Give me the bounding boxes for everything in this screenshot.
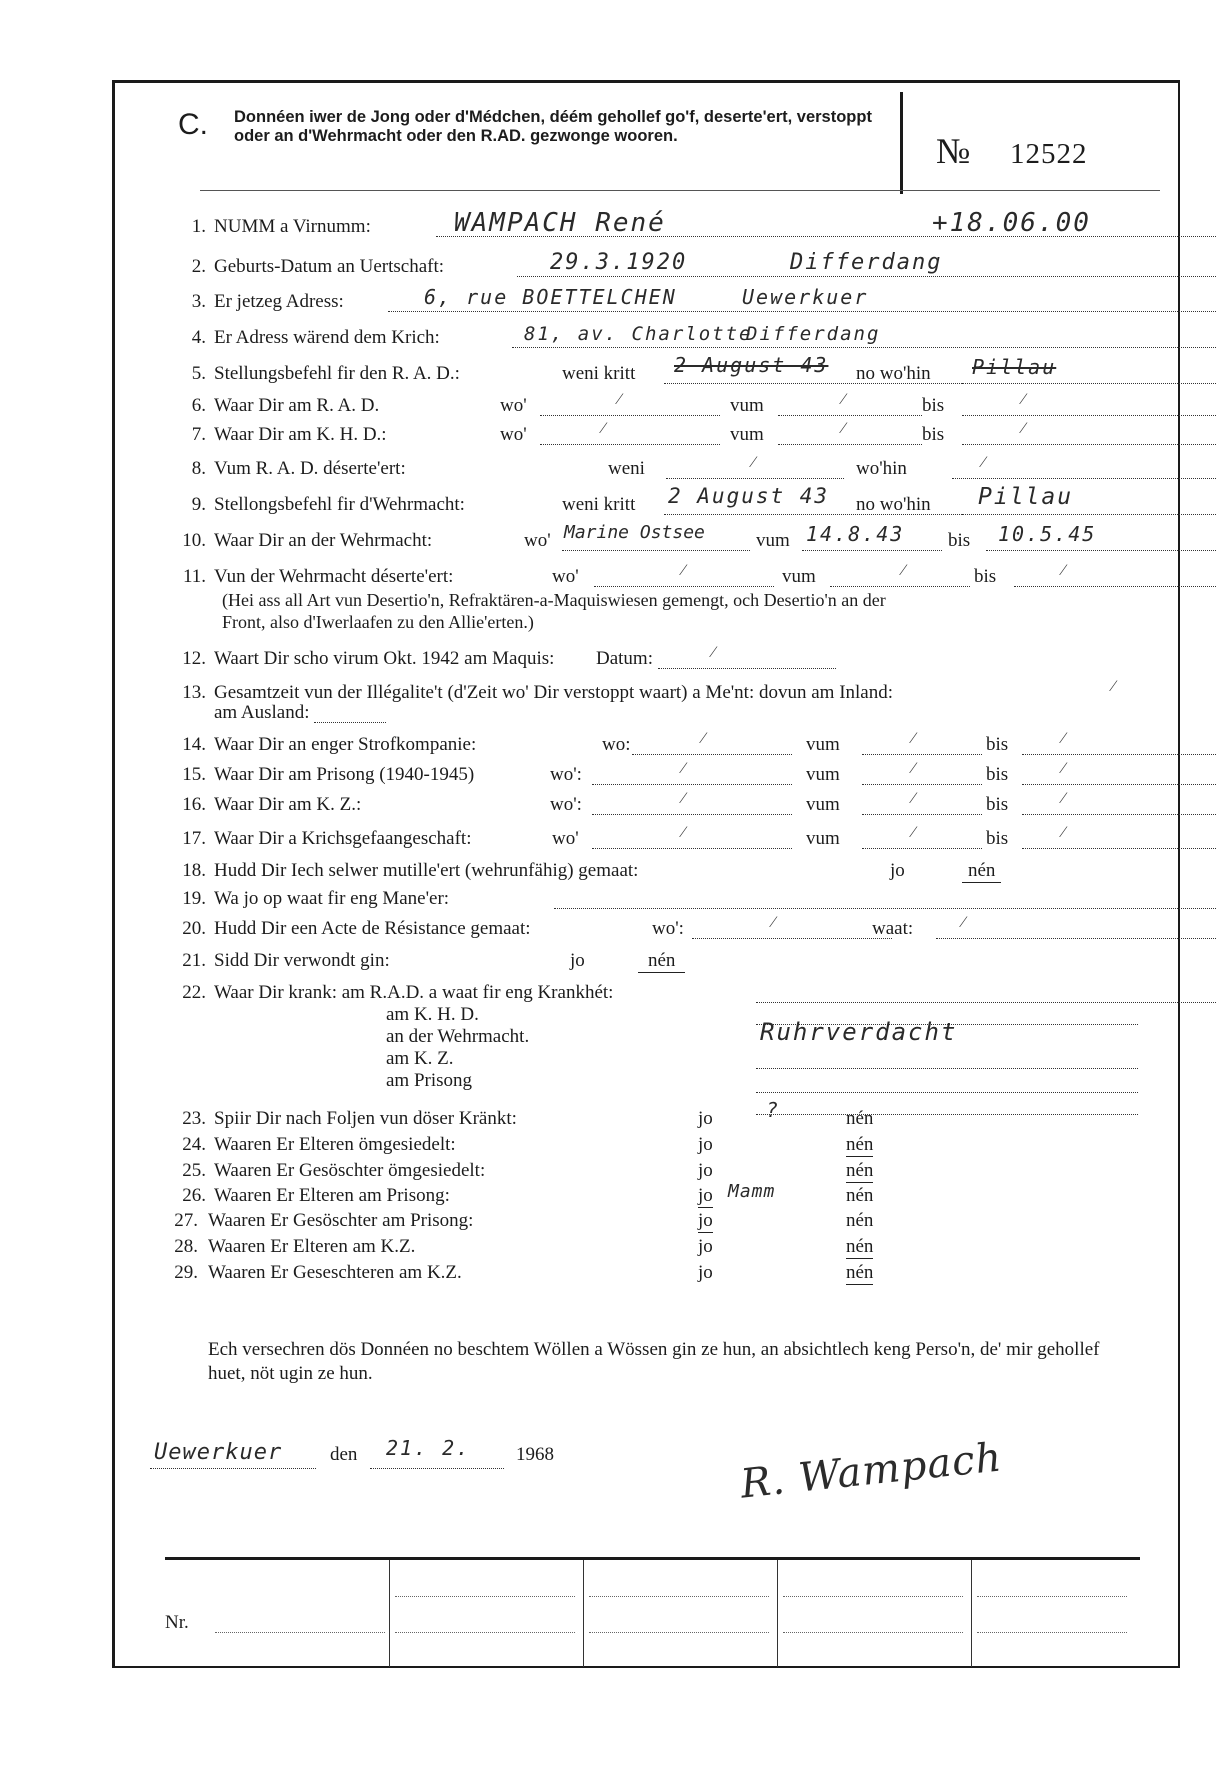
row-number: 29. bbox=[174, 1262, 198, 1283]
row-number: 25. bbox=[182, 1160, 206, 1181]
row-number: 1. bbox=[191, 216, 206, 237]
row-label: Geburts-Datum an Uertschaft: bbox=[214, 256, 445, 277]
row-number: 22. bbox=[182, 982, 206, 1003]
field-line bbox=[756, 1072, 1138, 1093]
header-divider bbox=[900, 92, 903, 194]
row-21 bbox=[162, 950, 1142, 974]
place-value: Uewerkuer bbox=[154, 1440, 283, 1465]
when-label: weni bbox=[608, 458, 645, 479]
field-line bbox=[830, 566, 970, 587]
row-number: 21. bbox=[182, 950, 206, 971]
yes-option: jo bbox=[698, 1236, 713, 1257]
field-line bbox=[936, 918, 1216, 939]
war-town-value: Differdang bbox=[746, 323, 881, 345]
dash-mark: ⁄ bbox=[912, 824, 915, 841]
field-line bbox=[862, 764, 982, 785]
field-line bbox=[756, 1048, 1138, 1069]
row-label: Er jetzeg Adress: bbox=[214, 291, 344, 312]
dash-mark: ⁄ bbox=[1022, 391, 1025, 408]
dash-mark: ⁄ bbox=[912, 760, 915, 777]
row-number: 2. bbox=[191, 256, 206, 277]
row-12 bbox=[162, 644, 1142, 672]
row-13-line-2 bbox=[162, 702, 1142, 726]
when-label: weni kritt bbox=[562, 494, 636, 515]
field-line bbox=[952, 458, 1216, 479]
death-date-value: +18.06.00 bbox=[932, 208, 1091, 238]
row-5 bbox=[162, 353, 1142, 387]
yes-option-selected: jo bbox=[698, 1210, 713, 1231]
row-label: Wa jo op waat fir eng Mane'er: bbox=[214, 888, 450, 909]
dash-mark: ⁄ bbox=[682, 760, 685, 777]
table-divider bbox=[777, 1560, 778, 1667]
nr-line bbox=[215, 1632, 385, 1633]
row-label: Waaren Er Geseschteren am K.Z. bbox=[208, 1262, 462, 1283]
dash-mark: ⁄ bbox=[682, 824, 685, 841]
header-underline bbox=[200, 190, 1160, 191]
dash-mark: ⁄ bbox=[712, 644, 715, 661]
row-number: 6. bbox=[191, 395, 206, 416]
yes-option-selected: jo bbox=[698, 1185, 713, 1206]
table-divider bbox=[583, 1560, 584, 1667]
row-number: 12. bbox=[182, 648, 206, 669]
row-label: Hudd Dir een Acte de Résistance gemaat: bbox=[214, 918, 531, 939]
no-option-selected: nén bbox=[846, 1160, 874, 1181]
field-line bbox=[862, 734, 982, 755]
declaration-text: Ech versechren dös Donnéen no beschtem Wöllen a Wössen gin ze hun, an absichtlech keng Perso'n, de' mir gehollef huet, nöt ugin ze hun. bbox=[208, 1339, 1100, 1384]
dash-mark: ⁄ bbox=[1062, 730, 1065, 747]
field-line bbox=[632, 734, 792, 755]
to-label: bis bbox=[986, 828, 1009, 849]
row-label: Stellongsbefehl fir d'Wehrmacht: bbox=[214, 494, 465, 515]
field-line bbox=[1022, 764, 1216, 785]
field-line bbox=[756, 982, 1216, 1003]
yes-option: jo bbox=[698, 1108, 713, 1129]
row-2 bbox=[162, 250, 1142, 280]
row-number: 16. bbox=[182, 794, 206, 815]
yes-option: jo bbox=[698, 1134, 713, 1155]
from-label: vum bbox=[806, 828, 840, 849]
row-label: Waar Dir krank: am R.A.D. a waat fir eng Krankhét: bbox=[214, 982, 614, 1003]
no-option-selected: nén bbox=[962, 860, 1001, 883]
dash-mark: ⁄ bbox=[772, 914, 775, 931]
field-line bbox=[962, 395, 1216, 416]
office-table bbox=[165, 1557, 1140, 1670]
illness-value: Ruhrverdacht bbox=[760, 1018, 958, 1046]
row-label: Hudd Dir Iech selwer mutille'ert (wehrunfähig) gemaat: bbox=[214, 860, 639, 881]
row-7 bbox=[162, 420, 1142, 448]
no-option-selected: nén bbox=[846, 1262, 874, 1283]
illness-sub-4: am Prisong bbox=[386, 1070, 473, 1091]
row-number: 14. bbox=[182, 734, 206, 755]
row-18 bbox=[162, 860, 1142, 884]
dash-mark: ⁄ bbox=[902, 562, 905, 579]
row-1 bbox=[162, 208, 1142, 240]
to-label: bis bbox=[922, 395, 945, 416]
dash-mark: ⁄ bbox=[1062, 562, 1065, 579]
where-label: no wo'hin bbox=[856, 494, 931, 515]
where-label: wo' bbox=[524, 530, 551, 551]
from-label: vum bbox=[730, 424, 764, 445]
row-number: 17. bbox=[182, 828, 206, 849]
row-10 bbox=[162, 522, 1142, 554]
section-title: Donnéen iwer de Jong oder d'Médchen, déém gehollef go'f, deserte'ert, verstoppt oder an d'Wehrmacht oder den R.AD. gezwonge wooren. bbox=[234, 108, 872, 145]
current-address-value: 6, rue BOETTELCHEN bbox=[424, 285, 677, 309]
name-value: WAMPACH René bbox=[454, 208, 666, 238]
table-line bbox=[783, 1596, 963, 1597]
field-line bbox=[862, 794, 982, 815]
table-line bbox=[977, 1596, 1127, 1597]
row-label: Waar Dir a Krichsgefaangeschaft: bbox=[214, 828, 472, 849]
row-number: 7. bbox=[191, 424, 206, 445]
field-line bbox=[554, 888, 1216, 909]
what-label: waat: bbox=[872, 918, 914, 939]
row-number: 28. bbox=[174, 1236, 198, 1257]
row-label: Waar Dir an der Wehrmacht: bbox=[214, 530, 433, 551]
from-label: vum bbox=[806, 764, 840, 785]
date-label: Datum: bbox=[596, 648, 653, 669]
row-number: 9. bbox=[191, 494, 206, 515]
field-line bbox=[1022, 794, 1216, 815]
illness-sub-2: an der Wehrmacht. bbox=[386, 1026, 530, 1047]
birth-place-value: Differdang bbox=[790, 250, 943, 275]
yes-option: jo bbox=[570, 950, 585, 971]
row-number: 13. bbox=[182, 682, 206, 703]
row-27 bbox=[162, 1210, 1142, 1234]
row-6 bbox=[162, 391, 1142, 419]
field-line bbox=[1014, 566, 1216, 587]
field-line bbox=[778, 395, 922, 416]
field-line bbox=[658, 648, 836, 669]
from-label: vum bbox=[756, 530, 790, 551]
where-label: wo'hin bbox=[856, 458, 907, 479]
wehrmacht-order-date: 2 August 43 bbox=[668, 484, 830, 508]
from-label: vum bbox=[806, 794, 840, 815]
dash-mark: ⁄ bbox=[912, 790, 915, 807]
from-label: vum bbox=[730, 395, 764, 416]
to-label: bis bbox=[974, 566, 997, 587]
dash-mark: ⁄ bbox=[842, 420, 845, 437]
row-3 bbox=[162, 285, 1142, 315]
row-20 bbox=[162, 914, 1142, 942]
row-label: Waaren Er Elteren am Prisong: bbox=[214, 1185, 450, 1206]
year-label: 1968 bbox=[516, 1444, 554, 1465]
table-line bbox=[977, 1632, 1127, 1633]
when-label: weni kritt bbox=[562, 363, 636, 384]
number-symbol: № bbox=[936, 131, 971, 171]
field-line bbox=[314, 702, 386, 723]
wehrmacht-from: 14.8.43 bbox=[806, 522, 905, 546]
row-label: NUMM a Virnumm: bbox=[214, 216, 371, 237]
field-line bbox=[778, 424, 922, 445]
rad-order-date: 2 August 43 bbox=[674, 353, 829, 377]
row-number: 24. bbox=[182, 1134, 206, 1155]
from-label: vum bbox=[782, 566, 816, 587]
dash-mark: ⁄ bbox=[1062, 760, 1065, 777]
yes-option: jo bbox=[698, 1160, 713, 1181]
war-address-value: 81, av. Charlotte bbox=[524, 323, 753, 345]
where-label: wo': bbox=[550, 794, 582, 815]
note-line-2: Front, also d'Iwerlaafen zu den Allie'erten.) bbox=[222, 612, 534, 632]
dash-mark: ⁄ bbox=[752, 454, 755, 471]
row-number: 4. bbox=[191, 327, 206, 348]
row-number: 19. bbox=[182, 888, 206, 909]
where-label: no wo'hin bbox=[856, 363, 931, 384]
to-label: bis bbox=[948, 530, 971, 551]
row-number: 8. bbox=[191, 458, 206, 479]
table-line bbox=[395, 1596, 575, 1597]
row-4 bbox=[162, 323, 1142, 351]
birth-date-value: 29.3.1920 bbox=[550, 250, 688, 275]
from-label: vum bbox=[806, 734, 840, 755]
field-line bbox=[1022, 734, 1216, 755]
no-option: nén bbox=[846, 1108, 874, 1129]
row-label: Waaren Er Elteren am K.Z. bbox=[208, 1236, 416, 1257]
illness-sub-1: am K. H. D. bbox=[386, 1004, 479, 1025]
row-number: 3. bbox=[191, 291, 206, 312]
row-label: Waaren Er Gesöschter am Prisong: bbox=[208, 1210, 474, 1231]
to-label: bis bbox=[986, 734, 1009, 755]
field-line bbox=[666, 458, 844, 479]
field-line bbox=[592, 794, 792, 815]
row-number: 5. bbox=[191, 363, 206, 384]
table-line bbox=[589, 1596, 769, 1597]
where-label: wo' bbox=[500, 424, 527, 445]
row-9 bbox=[162, 484, 1142, 518]
row-label: Vum R. A. D. déserte'ert: bbox=[214, 458, 406, 479]
row-label: Waar Dir am R. A. D. bbox=[214, 395, 380, 416]
field-line bbox=[692, 918, 892, 939]
row-8 bbox=[162, 454, 1142, 482]
to-label: bis bbox=[986, 764, 1009, 785]
dash-mark: ⁄ bbox=[682, 562, 685, 579]
uncertain-mark: ? bbox=[766, 1098, 781, 1122]
row-number: 26. bbox=[182, 1185, 206, 1206]
dash-mark: ⁄ bbox=[842, 391, 845, 408]
to-label: bis bbox=[922, 424, 945, 445]
row-23 bbox=[162, 1098, 1142, 1132]
table-line bbox=[395, 1632, 575, 1633]
where-label: wo' bbox=[552, 828, 579, 849]
yes-option: jo bbox=[890, 860, 905, 881]
mother-note: Mamm bbox=[728, 1181, 776, 1202]
row-label: Waart Dir scho virum Okt. 1942 am Maquis: bbox=[214, 648, 555, 669]
section-letter: C. bbox=[178, 108, 208, 141]
where-label: wo' bbox=[552, 566, 579, 587]
field-line bbox=[1022, 828, 1216, 849]
row-label: Waar Dir am Prisong (1940-1945) bbox=[214, 764, 475, 785]
wehrmacht-order-place: Pillau bbox=[978, 484, 1074, 510]
nr-label: Nr. bbox=[165, 1612, 189, 1633]
row-label: Spiir Dir nach Foljen vun döser Kränkt: bbox=[214, 1108, 517, 1129]
date-value: 21. 2. bbox=[386, 1436, 471, 1460]
row-label: Stellungsbefehl fir den R. A. D.: bbox=[214, 363, 460, 384]
row-label: Vun der Wehrmacht déserte'ert: bbox=[214, 566, 454, 587]
dash-mark: ⁄ bbox=[602, 420, 605, 437]
table-divider bbox=[389, 1560, 390, 1667]
form-number: 12522 bbox=[1010, 138, 1088, 170]
no-option: nén bbox=[846, 1210, 874, 1231]
note-line-1: (Hei ass all Art vun Desertio'n, Refraktären-a-Maquiswiesen gemengt, och Desertio'n an der bbox=[222, 590, 886, 610]
where-label: wo': bbox=[550, 764, 582, 785]
row-14 bbox=[162, 730, 1142, 758]
row-16 bbox=[162, 790, 1142, 818]
row-number: 23. bbox=[182, 1108, 206, 1129]
row-11 bbox=[162, 562, 1142, 590]
rad-order-place: Pillau bbox=[972, 355, 1057, 379]
row-22 bbox=[162, 982, 1142, 1006]
row-label: Sidd Dir verwondt gin: bbox=[214, 950, 390, 971]
row-number: 18. bbox=[182, 860, 206, 881]
field-line bbox=[592, 764, 792, 785]
row-number: 10. bbox=[182, 530, 206, 551]
row-15 bbox=[162, 760, 1142, 788]
no-option-selected: nén bbox=[638, 950, 685, 973]
to-label: bis bbox=[986, 794, 1009, 815]
illness-sub-3: am K. Z. bbox=[386, 1048, 454, 1069]
field-line bbox=[862, 828, 982, 849]
row-number: 15. bbox=[182, 764, 206, 785]
row-17 bbox=[162, 824, 1142, 852]
dash-mark: ⁄ bbox=[682, 790, 685, 807]
row-29 bbox=[162, 1262, 1142, 1286]
row-19 bbox=[162, 888, 1142, 912]
row-label: am Ausland: bbox=[214, 702, 310, 723]
field-line bbox=[540, 424, 720, 445]
table-line bbox=[783, 1632, 963, 1633]
wehrmacht-to: 10.5.45 bbox=[998, 522, 1097, 546]
place-line bbox=[150, 1448, 316, 1469]
date-line bbox=[370, 1448, 504, 1469]
row-number: 11. bbox=[182, 566, 206, 587]
row-label: Waar Dir am K. Z.: bbox=[214, 794, 362, 815]
row-28 bbox=[162, 1236, 1142, 1260]
row-label: Waaren Er Elteren ömgesiedelt: bbox=[214, 1134, 456, 1155]
where-label: wo': bbox=[652, 918, 684, 939]
where-label: wo: bbox=[602, 734, 631, 755]
current-town-value: Uewerkuer bbox=[742, 285, 869, 309]
dash-mark: ⁄ bbox=[1062, 824, 1065, 841]
dash-mark: ⁄ bbox=[1022, 420, 1025, 437]
dash-mark: ⁄ bbox=[982, 454, 985, 471]
row-25 bbox=[162, 1160, 1142, 1184]
dash-mark: ⁄ bbox=[618, 391, 621, 408]
row-24 bbox=[162, 1134, 1142, 1158]
no-option-selected: nén bbox=[846, 1236, 874, 1257]
dash-mark: ⁄ bbox=[702, 730, 705, 747]
field-line bbox=[592, 828, 792, 849]
signature: R. Wampach bbox=[738, 1434, 1005, 1508]
row-label: Gesamtzeit vun der Illégalite't (d'Zeit wo' Dir verstoppt waart) a Me'nt: dovun am Inland: bbox=[214, 682, 894, 703]
no-option-selected: nén bbox=[846, 1134, 874, 1155]
wehrmacht-place: Marine Ostsee bbox=[564, 522, 705, 543]
field-line bbox=[540, 395, 720, 416]
dash-mark: ⁄ bbox=[912, 730, 915, 747]
dash-mark: ⁄ bbox=[962, 914, 965, 931]
yes-option: jo bbox=[698, 1262, 713, 1283]
row-label: Er Adress wärend dem Krich: bbox=[214, 327, 440, 348]
table-line bbox=[589, 1632, 769, 1633]
where-label: wo' bbox=[500, 395, 527, 416]
no-option: nén bbox=[846, 1185, 874, 1206]
den-label: den bbox=[330, 1444, 358, 1465]
table-divider bbox=[971, 1560, 972, 1667]
row-label: Waar Dir an enger Strofkompanie: bbox=[214, 734, 477, 755]
field-line bbox=[962, 424, 1216, 445]
row-label: Waar Dir am K. H. D.: bbox=[214, 424, 387, 445]
dash-mark: ⁄ bbox=[1112, 678, 1115, 695]
row-number: 20. bbox=[182, 918, 206, 939]
row-label: Waaren Er Gesöschter ömgesiedelt: bbox=[214, 1160, 486, 1181]
dash-mark: ⁄ bbox=[1062, 790, 1065, 807]
row-number: 27. bbox=[174, 1210, 198, 1231]
row-26 bbox=[162, 1181, 1142, 1209]
